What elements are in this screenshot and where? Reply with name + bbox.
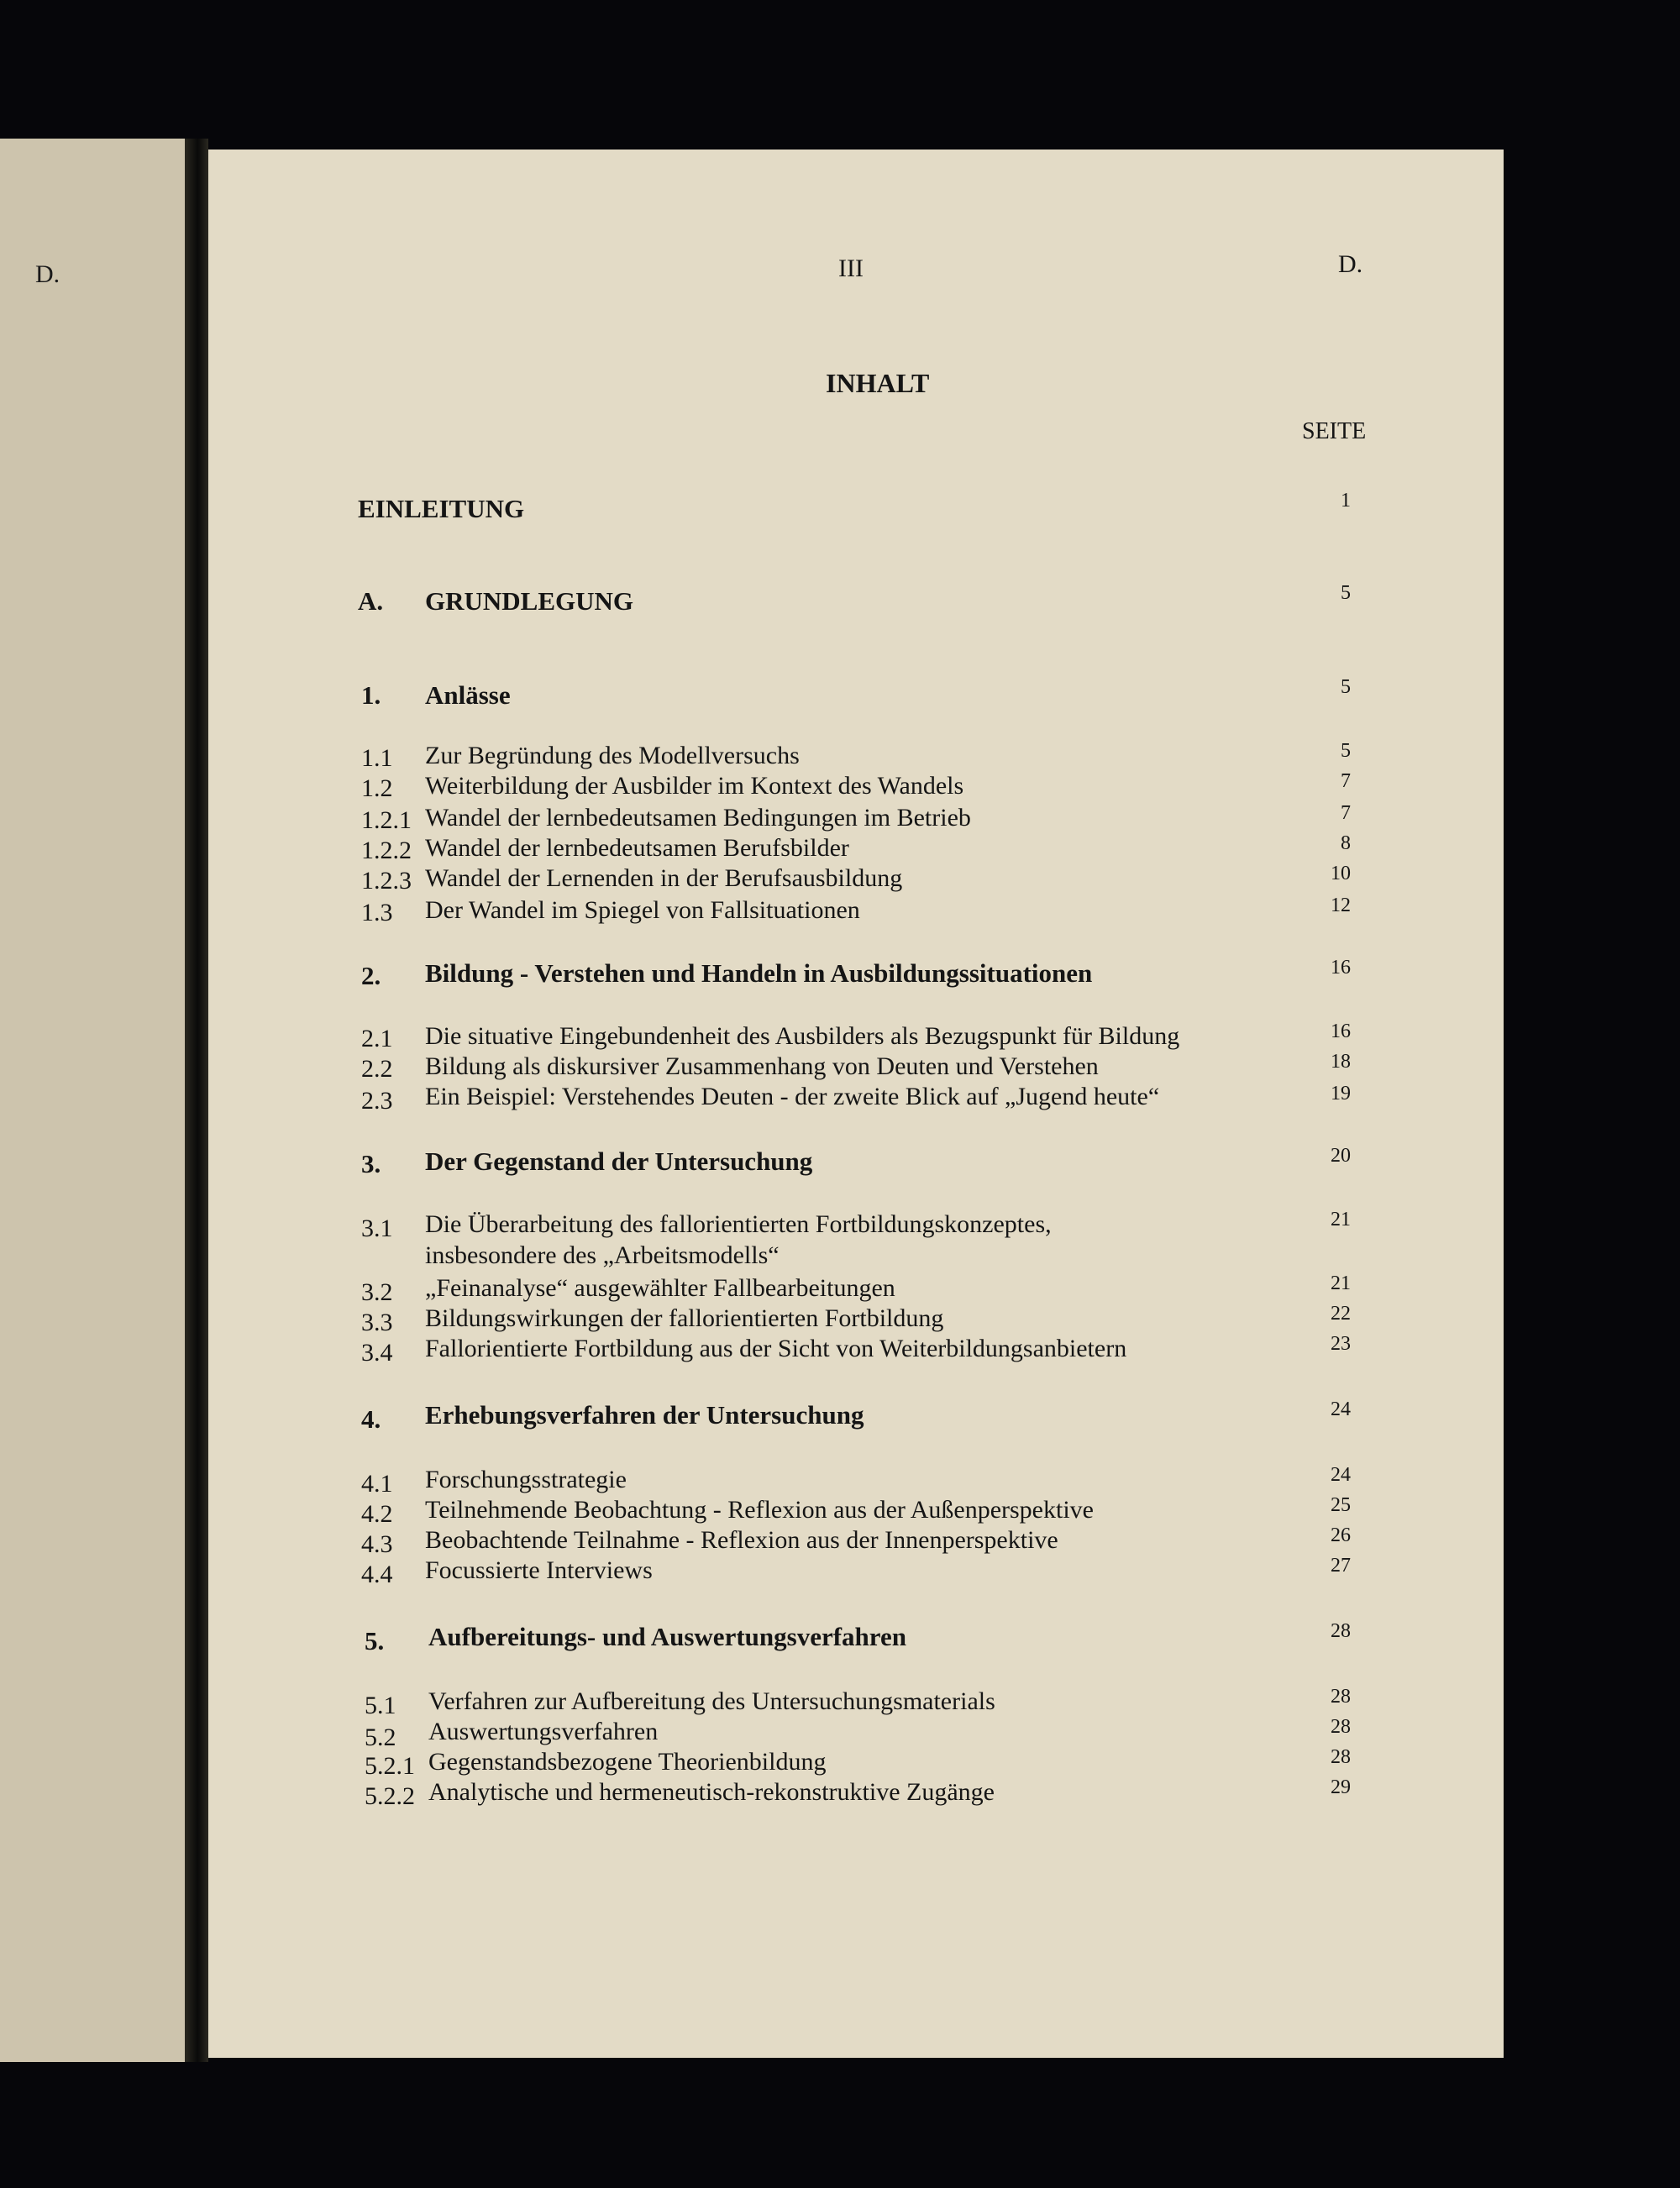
toc-entry-label: Der Wandel im Spiegel von Fallsituationen [425, 896, 860, 924]
page-corner-mark: D. [1338, 250, 1363, 278]
toc-entry-number: 2. [361, 961, 381, 990]
toc-entry-label: Fallorientierte Fortbildung aus der Sicht von Weiterbildungsanbietern [425, 1335, 1127, 1362]
toc-entry-number: 1. [361, 680, 381, 710]
toc-entry-label-continuation: insbesondere des „Arbeitsmodells“ [425, 1241, 780, 1269]
page-column-header: SEITE [1302, 418, 1367, 444]
toc-entry-page: 1 [1341, 490, 1351, 512]
toc-entry-label: Zur Begründung des Modellversuchs [425, 742, 800, 769]
toc-entry-number: 1.2.1 [361, 806, 412, 834]
toc-entry-page: 28 [1331, 1716, 1351, 1738]
toc-entry-label: Bildung als diskursiver Zusammenhang von Deuten und Verstehen [425, 1052, 1099, 1080]
toc-entry-label: Forschungsstrategie [425, 1466, 627, 1493]
toc-entry-page: 28 [1331, 1746, 1351, 1768]
toc-entry-page: 23 [1331, 1333, 1351, 1355]
toc-entry-number: 2.2 [361, 1055, 393, 1083]
toc-entry-number: 1.1 [361, 744, 393, 772]
toc-entry-page: 19 [1331, 1083, 1351, 1104]
toc-entry-label: Aufbereitungs- und Auswertungsverfahren [428, 1622, 906, 1651]
toc-entry-page: 16 [1331, 957, 1351, 979]
toc-entry-page: 5 [1341, 740, 1351, 762]
toc-entry-page: 28 [1331, 1686, 1351, 1708]
toc-entry-label: Verfahren zur Aufbereitung des Untersuchungsmaterials [428, 1687, 995, 1715]
toc-entry-page: 8 [1341, 832, 1351, 854]
toc-entry-number: 4.3 [361, 1530, 393, 1558]
toc-entry-page: 7 [1341, 802, 1351, 824]
toc-entry-number: 1.3 [361, 899, 393, 926]
toc-entry-page: 10 [1331, 863, 1351, 884]
toc-entry-number: 5.1 [365, 1692, 396, 1719]
toc-entry-number: 2.3 [361, 1087, 393, 1115]
toc-entry-label: Der Gegenstand der Untersuchung [425, 1146, 813, 1176]
toc-entry-page: 12 [1331, 895, 1351, 916]
toc-entry-page: 29 [1331, 1776, 1351, 1798]
toc-entry-label: EINLEITUNG [358, 494, 525, 523]
toc-entry-number: 3.2 [361, 1278, 393, 1306]
toc-entry-label: Bildung - Verstehen und Handeln in Ausbildungssituationen [425, 958, 1093, 988]
toc-entry-label: GRUNDLEGUNG [425, 586, 634, 616]
left-page [0, 139, 185, 2062]
toc-entry-label: Wandel der Lernenden in der Berufsausbildung [425, 864, 903, 892]
toc-entry-page: 16 [1331, 1021, 1351, 1042]
toc-entry-page: 22 [1331, 1303, 1351, 1325]
toc-entry-label: Die Überarbeitung des fallorientierten Fortbildungskonzeptes, [425, 1210, 1052, 1238]
toc-entry-page: 21 [1331, 1272, 1351, 1294]
toc-entry-number: 1.2.3 [361, 867, 412, 895]
toc-entry-page: 5 [1341, 582, 1351, 604]
toc-entry-number: 4. [361, 1404, 381, 1434]
toc-entry-page: 7 [1341, 770, 1351, 792]
toc-entry-label: Beobachtende Teilnahme - Reflexion aus der Innenperspektive [425, 1526, 1058, 1554]
toc-entry-number: 2.1 [361, 1025, 393, 1052]
toc-entry-label: Weiterbildung der Ausbilder im Kontext des Wandels [425, 772, 964, 800]
toc-entry-label: Die situative Eingebundenheit des Ausbilders als Bezugspunkt für Bildung [425, 1022, 1180, 1050]
toc-entry-label: Teilnehmende Beobachtung - Reflexion aus der Außenperspektive [425, 1496, 1094, 1524]
toc-entry-number: 1.2.2 [361, 837, 412, 864]
toc-entry-label: Gegenstandsbezogene Theorienbildung [428, 1748, 827, 1776]
toc-entry-number: 1.2 [361, 774, 393, 802]
toc-entry-page: 5 [1341, 676, 1351, 698]
toc-entry-page: 28 [1331, 1620, 1351, 1642]
toc-entry-page: 24 [1331, 1398, 1351, 1420]
toc-entry-page: 25 [1331, 1494, 1351, 1516]
toc-entry-number: 4.4 [361, 1561, 393, 1588]
toc-entry-label: Erhebungsverfahren der Untersuchung [425, 1400, 864, 1430]
toc-entry-label: Auswertungsverfahren [428, 1718, 659, 1745]
toc-entry-page: 21 [1331, 1209, 1351, 1230]
toc-page [208, 150, 1504, 2058]
toc-entry-number: 5.2 [365, 1724, 396, 1751]
toc-entry-number: 4.2 [361, 1500, 393, 1528]
toc-entry-page: 24 [1331, 1464, 1351, 1486]
toc-entry-label: „Feinanalyse“ ausgewählter Fallbearbeitungen [425, 1274, 895, 1302]
toc-entry-label: Focussierte Interviews [425, 1556, 653, 1584]
toc-entry-number: 3.4 [361, 1339, 393, 1367]
toc-entry-number: 5.2.1 [365, 1752, 415, 1780]
toc-entry-number: 3.1 [361, 1215, 393, 1242]
toc-entry-number: 3. [361, 1149, 381, 1178]
page-title: INHALT [826, 368, 930, 398]
toc-entry-number: 3.3 [361, 1309, 393, 1336]
toc-entry-page: 18 [1331, 1051, 1351, 1073]
left-page-corner-mark: D. [35, 260, 60, 288]
toc-entry-label: Wandel der lernbedeutsamen Bedingungen im Betrieb [425, 804, 971, 832]
toc-entry-page: 26 [1331, 1524, 1351, 1546]
toc-entry-label: Bildungswirkungen der fallorientierten Fortbildung [425, 1304, 944, 1332]
toc-entry-number: 4.1 [361, 1470, 393, 1498]
toc-entry-number: 5. [365, 1626, 385, 1655]
toc-entry-label: Wandel der lernbedeutsamen Berufsbilder [425, 834, 849, 862]
toc-entry-label: Anlässe [425, 680, 511, 710]
page-number: III [838, 254, 864, 282]
toc-entry-number: A. [358, 586, 384, 616]
toc-entry-label: Ein Beispiel: Verstehendes Deuten - der zweite Blick auf „Jugend heute“ [425, 1083, 1160, 1110]
toc-entry-page: 27 [1331, 1555, 1351, 1577]
toc-entry-label: Analytische und hermeneutisch-rekonstruktive Zugänge [428, 1778, 995, 1806]
toc-entry-number: 5.2.2 [365, 1782, 415, 1810]
toc-entry-page: 20 [1331, 1145, 1351, 1167]
book-gutter [185, 139, 208, 2062]
